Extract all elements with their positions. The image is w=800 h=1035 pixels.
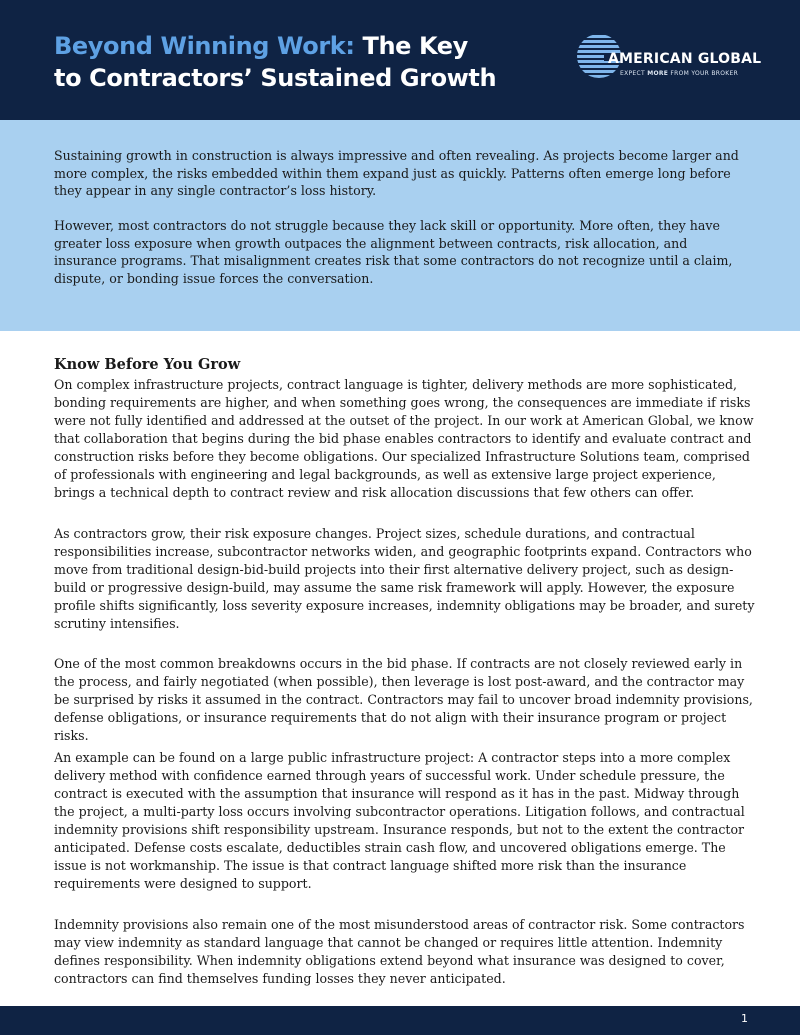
title-accent: Beyond Winning Work: (54, 32, 355, 60)
intro-paragraph: However, most contractors do not struggle because they lack skill or opportunity. More often, they have greater loss exposure when growth outpaces the alignment between contracts, risk allocation, and insurance programs. That misalignment creates risk that some contractors do not recognize until a claim, dispute, or bonding issue forces the conversation. (54, 218, 733, 286)
body-paragraph: Indemnity provisions also remain one of the most misunderstood areas of contractor risk. Some contractors may view indemnity as standard language that cannot be changed or requires little attention. Indemnity defines responsibility. When indemnity obligations extend beyond what insurance was designed to cover, contractors can find themselves funding losses they never anticipated. (54, 917, 745, 986)
body-paragraph: As contractors grow, their risk exposure changes. Project sizes, schedule durations, and contractual responsibilities increase, subcontractor networks widen, and geographic footprints expand. Contractors who move from traditional design-bid-build projects into their first alternative delivery project, such as design-build or progressive design-build, may assume the same risk framework will apply. However, the exposure profile shifts significantly, loss severity exposure increases, indemnity obligations may be broader, and surety scrutiny intensifies. (54, 526, 755, 631)
body-paragraph: An example can be found on a large public infrastructure project: A contractor steps into a more complex delivery method with confidence earned through years of successful work. Under schedule pressure, the contract is executed with the assumption that insurance will respond as it has in the past. Midway through the project, a multi-party loss occurs involving subcontractor operations. Litigation follows, and contractual indemnity provisions shift responsibility upstream. Insurance responds, but not to the extent the contractor anticipated. Defense costs escalate, deductibles strain cash flow, and uncovered obligations emerge. The issue is not workmanship. The issue is that contract language shifted more risk than the insurance requirements were designed to support. (54, 750, 745, 891)
body-paragraph: On complex infrastructure projects, contract language is tighter, delivery methods are more sophisticated, bonding requirements are higher, and when something goes wrong, the consequences are immediate if risks were not fully identified and addressed at the outset of the project. In our work at American Global, we know that collaboration that begins during the bid phase enables contractors to identify and evaluate contract and construction risks before they become obligations. Our specialized Infrastructure Solutions team, comprised of professionals with engineering and legal backgrounds, as well as extensive large project experience, brings a technical depth to contract review and risk allocation discussions that few others can offer. (54, 377, 754, 500)
section-heading: Know Before You Grow (54, 356, 241, 373)
page-number: 1 (741, 1012, 748, 1025)
title-rest: The Key (362, 32, 468, 60)
intro-panel (0, 120, 800, 331)
title-line-2: to Contractors’ Sustained Growth (54, 64, 497, 92)
document-title (54, 30, 554, 94)
logo-name: AMERICAN GLOBAL (608, 51, 762, 67)
footer-bar (0, 1006, 800, 1035)
american-global-logo (576, 33, 772, 79)
body-paragraph: One of the most common breakdowns occurs in the bid phase. If contracts are not closely reviewed early in the process, and fairly negotiated (when possible), then leverage is lost post-award, and the contractor may be surprised by risks it assumed in the contract. Contractors may fail to uncover broad indemnity provisions, defense obligations, or insurance requirements that do not align with their insurance program or project risks. (54, 656, 753, 743)
logo-tagline: EXPECT MORE FROM YOUR BROKER (620, 70, 739, 77)
header-banner (0, 0, 800, 120)
intro-paragraph: Sustaining growth in construction is always impressive and often revealing. As projects become larger and more complex, the risks embedded within them expand just as quickly. Patterns often emerge long before they appear in any single contractor’s loss history. (54, 148, 739, 198)
